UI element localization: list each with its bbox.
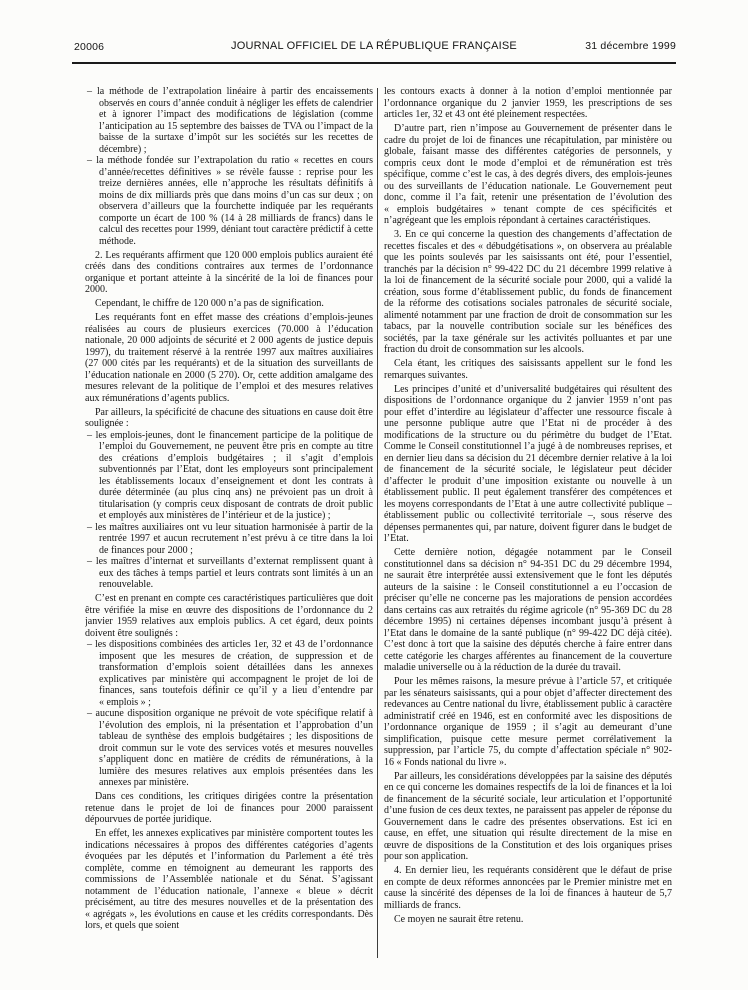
- paragraph: Cependant, le chiffre de 120 000 n’a pas de signification.: [95, 298, 324, 309]
- paragraph: En effet, les annexes explicatives par ministère comportent toutes les indications nécessaires à propos des différentes catégories d’agents évoquées par les députés et l’information du Parlement a été très complète, comme en témoignent au demeurant les rapports des commissions de l’Assemblée nationale et du Sénat. S’agissant notamment de l’éducation nationale, l’annexe « bleue » décrit précisément, au titre des mesures nouvelles et de la présentation des « agrégats », les évolutions en cause et les crédits correspondants. Dès lors, et quels que soient: [85, 828, 373, 931]
- issue-date: 31 décembre 1999: [585, 40, 676, 52]
- paragraph: Dans ces conditions, les critiques dirigées contre la présentation retenue dans le projet de loi de finances pour 2000 paraissent dépourvues de portée juridique.: [85, 791, 373, 825]
- paragraph: 3. En ce qui concerne la question des changements d’affectation de recettes fiscales et des « débudgétisations », on observera au préalable que les points soulevés par les saisissants ont été, pour l’essentiel, tranchés par la décision n° 99-422 DC du 21 décembre 1999 relative à la loi de financement de la sécurité sociale pour 2000, qui a validé la création, sous forme d’établissement public, du fonds de financement de la réforme des cotisations sociales patronales de sécurité sociale, alimenté notamment par une fraction de droit de consommation sur les tabacs, par la nouvelle contribution sociale sur les bénéfices des sociétés, par la taxe générale sur les activités polluantes et par une fraction du droit de consommation sur les alcools.: [384, 229, 672, 355]
- journal-title: JOURNAL OFFICIEL DE LA RÉPUBLIQUE FRANÇAISE: [231, 40, 517, 52]
- paragraph: Les requérants font en effet masse des créations d’emplois-jeunes réalisées au cours de plusieurs exercices (70.000 à l’éducation nationale, 20 000 adjoints de sécurité et 2 000 agents de justice depuis 1997), du traitement réservé à la rentrée 1997 aux maîtres auxiliaires (27 000 cités par les requérants) et de la situation des surveillants de l’éducation nationale en 2000 (5 270). Or, cette addition amalgame des mesures relevant de la politique de l’emploi et des mesures relatives aux rémunérations d’agents publics.: [85, 312, 373, 404]
- right-column: [384, 86, 672, 962]
- paragraph: 2. Les requérants affirment que 120 000 emplois publics auraient été créés dans des conditions contraires aux termes de l’ordonnance organique et portant atteinte à la sincérité de la loi de finances pour 2000.: [85, 249, 373, 295]
- paragraph: 4. En dernier lieu, les requérants considèrent que le défaut de prise en compte de deux réformes annoncées par le Premier ministre met en cause la sincérité des dépenses de la loi de finances à hauteur de 5,7 milliards de francs.: [384, 865, 672, 911]
- list-item: – les dispositions combinées des articles 1er, 32 et 43 de l’ordonnance imposent que les mesures de création, de suppression et de transformation d’emplois soient détaillées dans les annexes explicatives par ministère qui accompagnent le projet de loi de finances, sans toutefois définir ce qu’il y a lieu d’entendre par « emplois » ;: [87, 639, 373, 708]
- running-head: [72, 38, 676, 56]
- paragraph: Les principes d’unité et d’universalité budgétaires qui résultent des dispositions de l’ordonnance organique du 2 janvier 1959 n’ont pas pour effet d’interdire au législateur d’affecter une ressource fiscale à une personne publique autre que l’Etat ni de procéder à des modifications de la structure ou du périmètre du budget de l’Etat. Comme le Conseil constitutionnel l’a jugé à de nombreuses reprises, et en dernier lieu dans sa décision du 21 décembre dernier relative à la loi de financement de la sécurité sociale, le législateur peut décider d’affecter le produit d’une imposition existante ou nouvelle à un établissement public. Il peut également transférer des compétences et les moyens correspondants de l’Etat à une autre collectivité publique – établissement public ou collectivité territoriale –, sous réserve des dépenses permanentes qui, par nature, doivent figurer dans le budget de l’Etat.: [384, 383, 672, 544]
- list-item: – les maîtres auxiliaires ont vu leur situation harmonisée à partir de la rentrée 1997 et aucun recrutement n’est prévu à ce titre dans la loi de finances pour 2000 ;: [87, 521, 373, 556]
- paragraph: Cette dernière notion, dégagée notamment par le Conseil constitutionnel dans sa décision n° 94-351 DC du 29 décembre 1994, ne saurait être interprétée aussi extensivement que le font les députés auteurs de la saisine : le Conseil constitutionnel a eu l’occasion de préciser qu’elle ne concerne pas les majorations de pension accordées dans certains cas aux retraités du régime agricole (n° 95-369 DC du 28 décembre 1995) ni certaines dépenses incombant jusqu’à présent à l’Etat dans le domaine de la santé publique (n° 99-422 DC déjà citée). C’est donc à tort que la saisine des députés cherche à faire entrer dans cette catégorie les charges afférentes au financement de la couverture maladie universelle ou à la réduction de la durée du travail.: [384, 547, 672, 673]
- list-item: – aucune disposition organique ne prévoit de vote spécifique relatif à l’évolution des emplois, ni la présentation et l’approbation d’un tableau de synthèse des emplois budgétaires ; les dispositions de droit commun sur le vote des services votés et mesures nouvelles s’appliquent donc en matière de crédits de rémunérations, à la lumière des mesures relatives aux emplois présentées dans les annexes par ministère.: [87, 708, 373, 788]
- paragraph: Cela étant, les critiques des saisissants appellent sur le fond les remarques suivantes.: [384, 358, 672, 381]
- list-item: – la méthode fondée sur l’extrapolation du ratio « recettes en cours d’année/recettes définitives » se révèle fausse : reprise pour les treize dernières années, elle n’approche les résultats définitifs à moins de dix milliards près que dans moins d’un cas sur deux ; on observera d’ailleurs que la fourchette indiquée par les requérants comporte un écart de 100 % (14 à 28 milliards de francs) dans le calcul des recettes pour 1999, déniant tout caractère prédictif à cette méthode.: [87, 155, 373, 247]
- paragraph: Par ailleurs, la spécificité de chacune des situations en cause doit être soulignée :: [85, 406, 373, 429]
- paragraph: Pour les mêmes raisons, la mesure prévue à l’article 57, et critiquée par les sénateurs saisissants, qui a pour objet d’affecter directement des redevances au Centre national du livre, établissement public à caractère administratif créé en 1946, est en conformité avec les dispositions de l’ordonnance organique de 1959 ; il s’agit au demeurant d’une simplification, puisque cette mesure permet corrélativement la suppression, par l’article 75, du compte d’affectation spéciale n° 902-16 « Fonds national du livre ».: [384, 676, 672, 768]
- column-divider-rule: [377, 88, 378, 958]
- page-body: [85, 86, 672, 962]
- paragraph: D’autre part, rien n’impose au Gouvernement de présenter dans le cadre du projet de loi de finances une récapitulation, par ministère ou globale, faisant masse des différentes catégories de personnels, y compris ceux dont le mode d’emploi et de rémunération est très spécifique, comme c’est le cas, à des degrés divers, des emplois-jeunes ou des surveillants de l’éducation nationale. Le Gouvernement peut donc, comme il l’a fait, retenir une présentation de l’évolution des « emplois budgétaires » tenant compte de ces spécificités et n’agrégeant que les emplois répondant à certaines caractéristiques.: [384, 123, 672, 226]
- paragraph: Par ailleurs, les considérations développées par la saisine des députés en ce qui concerne les domaines respectifs de la loi de finances et la loi de financement de la sécurité sociale, leur articulation et l’opportunité d’une fusion de ces deux textes, ne paraissent pas appeler de réponse du Gouvernement dans le cadre des présentes observations. Est ici en cause, en effet, une situation qui résulte directement de la mise en œuvre de dispositions de la Constitution et des lois organiques prises pour son application.: [384, 770, 672, 862]
- paragraph-continuation: les contours exacts à donner à la notion d’emploi mentionnée par l’ordonnance organique du 2 janvier 1959, les prescriptions de ses articles 1er, 32 et 43 ont été pleinement respectées.: [384, 86, 672, 120]
- list-item: – les maîtres d’internat et surveillants d’externat remplissent quant à eux des tâches à temps partiel et leurs contrats sont limités à un an renouvelable.: [87, 556, 373, 590]
- list-item: – la méthode de l’extrapolation linéaire à partir des encaissements observés en cours d’année conduit à négliger les effets de calendrier et à ignorer l’impact des modifications de législation (comme l’anticipation au 15 septembre des baisses de TVA ou l’impact de la baisse de la surtaxe d’impôt sur les sociétés sur les recettes de décembre) ;: [87, 86, 373, 155]
- paragraph: Ce moyen ne saurait être retenu.: [394, 913, 524, 925]
- paragraph: C’est en prenant en compte ces caractéristiques particulières que doit être vérifiée la mise en œuvre des dispositions de l’ordonnance du 2 janvier 1959 relatives aux emplois publics. A cet égard, deux points doivent être soulignés :: [85, 593, 373, 639]
- header-rule: [72, 62, 676, 64]
- list-item: – les emplois-jeunes, dont le financement participe de la politique de l’emploi du Gouvernement, ne peuvent être pris en compte au titre des créations d’emplois budgétaires ; il s’agit d’emplois subventionnés par l’Etat, dont les employeurs sont principalement les établissements locaux d’enseignement et dont les contrats à durée déterminée (au plus cinq ans) ne prévoient pas un droit à titularisation (y compris ceux disposant de contrats de droit public et employés aux ministères de l’intérieur et de la justice) ;: [87, 429, 373, 521]
- left-column: [85, 86, 373, 962]
- page-number: 20006: [74, 41, 105, 53]
